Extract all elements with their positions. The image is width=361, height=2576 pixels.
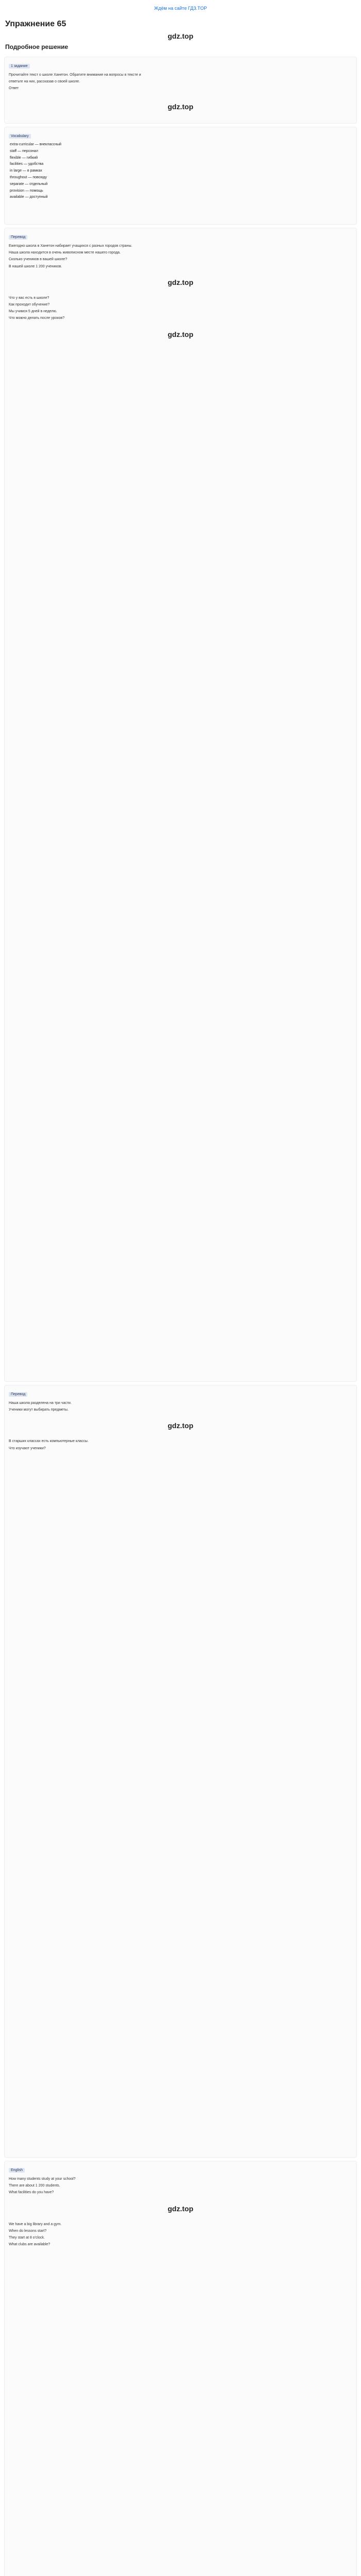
vocab-item: staff — персонал <box>10 149 38 153</box>
text-line: Как проходит обучение? <box>9 303 50 307</box>
section-title: Подробное решение <box>5 43 69 50</box>
block-text <box>9 2176 352 2248</box>
translation-block <box>4 228 357 1382</box>
block-tag: Перевод <box>9 1392 27 1397</box>
text-line: How many students study at your school? <box>9 2177 76 2181</box>
vocab-item: provision — помощь <box>10 189 43 193</box>
vocab-item: flexible — гибкий <box>10 156 38 160</box>
vocab-item: extra-curricular — внеклассный <box>10 143 61 146</box>
vocab-item: facilities — удобства <box>10 162 44 166</box>
block-text <box>9 72 352 92</box>
watermark-logo: gdz.top <box>168 278 193 286</box>
text-line: Что изучают ученики? <box>9 1446 46 1450</box>
watermark-logo: gdz.top <box>168 1421 193 1430</box>
vocab-item: available — доступный <box>10 195 48 199</box>
text-line: What clubs are available? <box>9 2243 51 2247</box>
text-line: Мы учимся 5 дней в неделю. <box>9 310 57 314</box>
block-tag: English <box>9 2168 25 2173</box>
text-line: Сколько учеников в вашей школе? <box>9 258 68 262</box>
translation-block-2 <box>4 1385 357 2158</box>
vocabulary-list <box>9 142 352 201</box>
text-line: What facilities do you have? <box>9 2191 54 2195</box>
solution-block-1 <box>4 57 357 124</box>
page-title: Упражнение 65 <box>5 20 67 28</box>
text-line: ответьте на них, рассказав о своей школе. <box>9 80 80 84</box>
text-line: Что у вас есть в школе? <box>9 296 50 300</box>
text-line: Что можно делать после уроков? <box>9 316 64 320</box>
vocab-item: separate — отдельный <box>10 182 48 186</box>
vocab-item: throughout — повсюду <box>10 175 47 179</box>
watermark-logo: gdz.top <box>168 2204 193 2213</box>
text-line: Наша школа разделена на три части. <box>9 1401 72 1405</box>
text-line: Ежегодно школа в Ханетон набирает учащихся с разных городов страны. <box>9 244 133 248</box>
text-line: There are about 1 200 students. <box>9 2184 60 2188</box>
text-line: When do lessons start? <box>9 2229 47 2233</box>
block-tag: Перевод <box>9 235 27 240</box>
vocab-item: in large — в рамках <box>10 169 42 173</box>
text-line: Прочитайте текст о школе Ханетон. Обратите внимание на вопросы в тексте и <box>9 73 141 77</box>
block-tag: 1 задание <box>9 64 30 69</box>
block-text <box>9 1400 352 1452</box>
text-line: В нашей школе 1 200 учеников. <box>9 264 62 268</box>
watermark-logo: gdz.top <box>168 102 193 111</box>
block-tag: Vocabulary <box>9 134 31 139</box>
top-banner <box>0 0 361 11</box>
text-line: We have a big library and a gym. <box>9 2222 62 2226</box>
text-line: They start at 8 o'clock. <box>9 2236 45 2240</box>
text-line: Ответ <box>9 87 19 91</box>
text-line: Ученики могут выбирать предметы. <box>9 1408 69 1412</box>
english-block <box>4 2161 357 2576</box>
text-line: Наша школа находится в очень живописном месте нашего города. <box>9 251 121 255</box>
top-banner-link[interactable]: Ждём на сайте ГДЗ.TOP <box>154 6 207 11</box>
watermark-logo: gdz.top <box>168 32 193 40</box>
watermark-logo: gdz.top <box>168 330 193 338</box>
vocabulary-block <box>4 127 357 225</box>
text-line: В старших классах есть компьютерные классы. <box>9 1439 89 1444</box>
block-text <box>9 243 352 338</box>
